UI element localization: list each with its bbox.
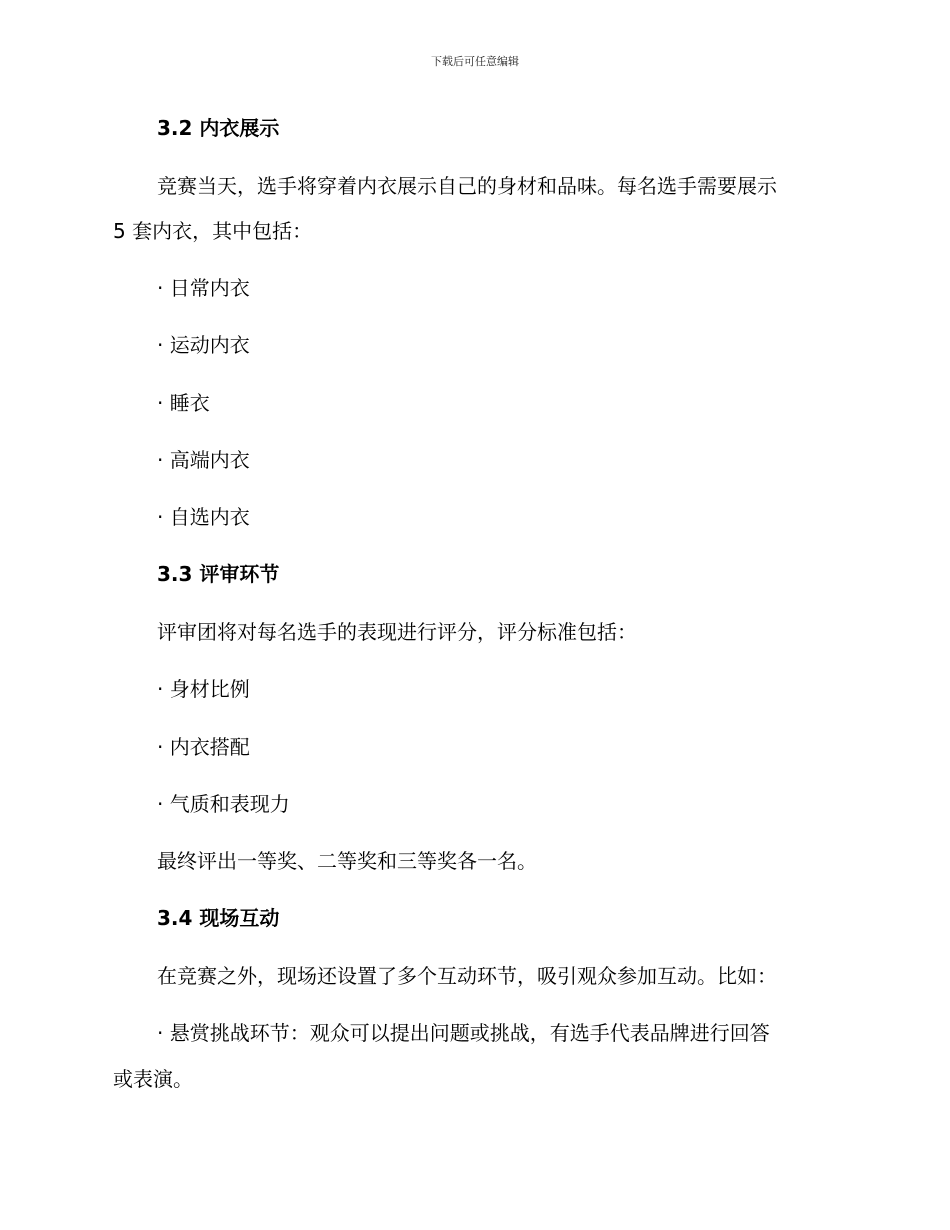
header-note: 下载后可任意编辑 (431, 55, 519, 68)
section-heading-3-2: 3.2 内衣展示 (157, 116, 280, 140)
list-item: · 高端内衣 (157, 448, 250, 472)
section-3-3-conclusion: 最终评出一等奖、二等奖和三等奖各一名。 (157, 849, 537, 873)
list-item: · 自选内衣 (157, 505, 250, 529)
section-3-4-intro: 在竞赛之外，现场还设置了多个互动环节，吸引观众参加互动。比如： (157, 964, 777, 988)
list-item: · 内衣搭配 (157, 735, 250, 759)
list-item-continuation: 或表演。 (113, 1067, 193, 1091)
list-item: · 身材比例 (157, 677, 250, 701)
list-item: · 睡衣 (157, 391, 210, 415)
list-item: · 运动内衣 (157, 333, 250, 357)
section-heading-3-4: 3.4 现场互动 (157, 906, 280, 930)
list-item: · 气质和表现力 (157, 792, 290, 816)
section-3-2-intro-line-2: 5 套内衣，其中包括： (113, 219, 313, 243)
list-item: · 悬赏挑战环节：观众可以提出问题或挑战，有选手代表品牌进行回答 (157, 1021, 770, 1045)
list-item: · 日常内衣 (157, 276, 250, 300)
section-3-2-intro-line-1: 竞赛当天，选手将穿着内衣展示自己的身材和品味。每名选手需要展示 (157, 174, 777, 198)
section-3-3-intro: 评审团将对每名选手的表现进行评分，评分标准包括： (157, 620, 637, 644)
section-heading-3-3: 3.3 评审环节 (157, 562, 280, 586)
